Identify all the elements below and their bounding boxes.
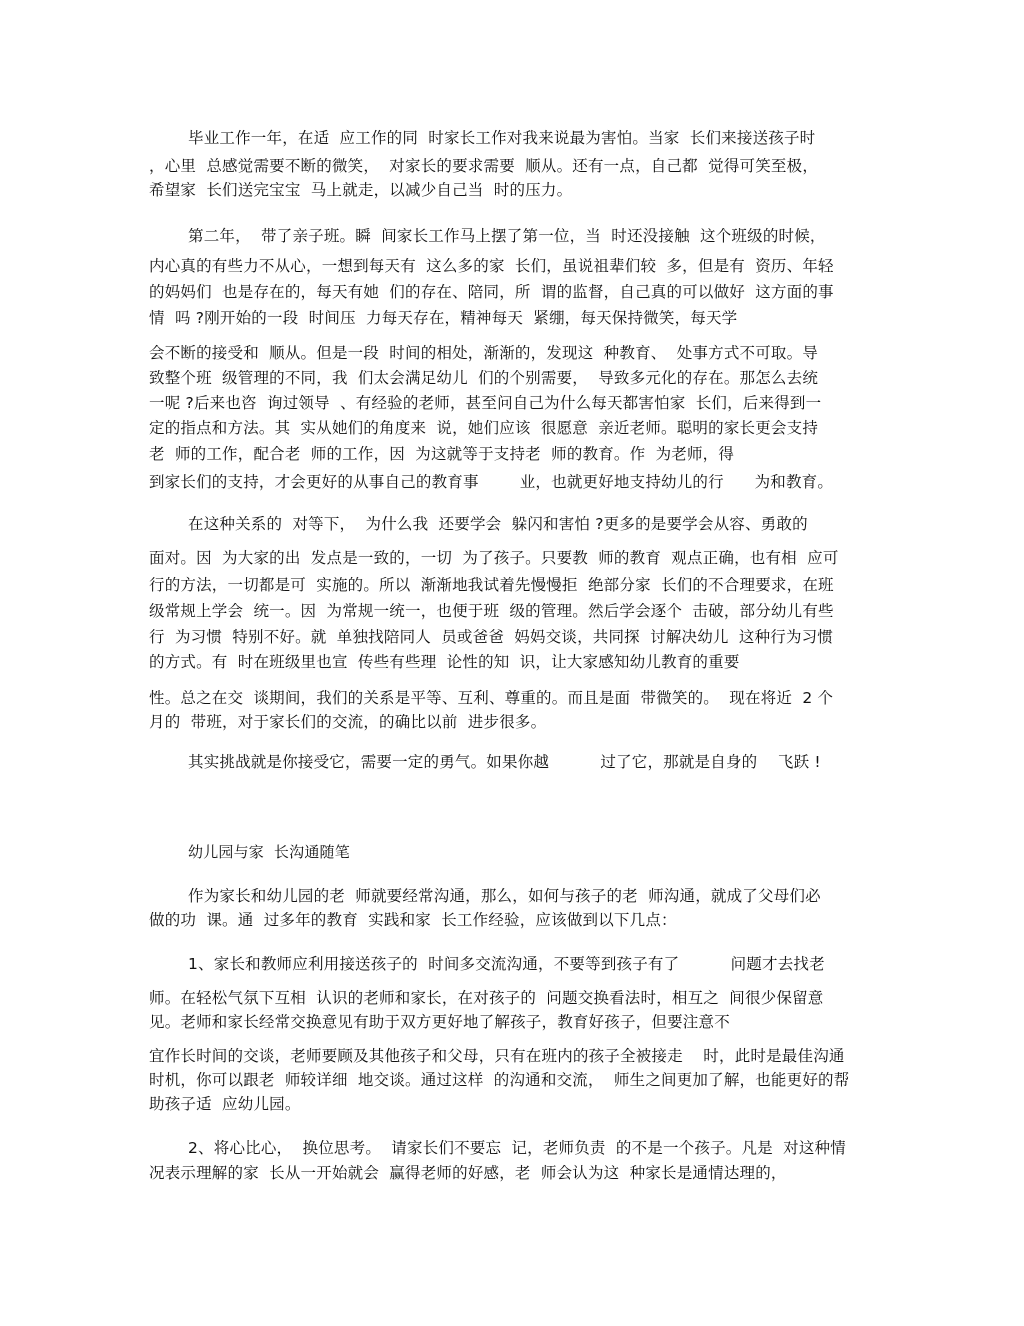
paragraph-line: 1、家长和教师应利用接送孩子的 时间多交流沟通，不要等到孩子有了 问题才去找老 bbox=[188, 955, 825, 973]
paragraph-line: 会不断的接受和 顺从。但是一段 时间的相处，渐渐的，发现这 种教育、 处事方式不可取。导 bbox=[149, 344, 819, 362]
paragraph-line: 级常规上学会 统一。因 为常规一统一，也便于班 级的管理。然后学会逐个 击破，部分幼儿有些 bbox=[149, 602, 834, 620]
paragraph-line: 其实挑战就是你接受它，需要一定的勇气。如果你越 过了它，那就是自身的 飞跃 ! bbox=[188, 753, 821, 771]
paragraph-line: ，心里 总感觉需要不断的微笑， 对家长的要求需要 顺从。还有一点，自己都 觉得可笑至极， bbox=[149, 157, 819, 175]
paragraph-line: 的妈妈们 也是存在的，每天有她 们的存在、陪同，所 谓的监督，自己真的可以做好 这方面的事 bbox=[149, 283, 834, 301]
paragraph-line: 时机，你可以跟老 师较详细 地交谈。通过这样 的沟通和交流， 师生之间更加了解，也能更好的帮 bbox=[149, 1071, 850, 1089]
paragraph-line: 毕业工作一年，在适 应工作的同 时家长工作对我来说最为害怕。当家 长们来接送孩子时 bbox=[188, 129, 816, 147]
paragraph-line: 行 为习惯 特别不好。就 单独找陪同人 员或爸爸 妈妈交谈，共同探 讨解决幼儿 这种行为习惯 bbox=[149, 628, 834, 646]
paragraph-line: 情 吗 ?刚开始的一段 时间压 力每天存在，精神每天 紧绷，每天保持微笑，每天学 bbox=[149, 309, 738, 327]
paragraph-line: 行的方法，一切都是可 实施的。所以 渐渐地我试着先慢慢拒 绝部分家 长们的不合理要求，在班 bbox=[149, 576, 834, 594]
paragraph-line: 的方式。有 时在班级里也宣 传些有些理 论性的知 识，让大家感知幼儿教育的重要 bbox=[149, 653, 740, 671]
paragraph-line: 内心真的有些力不从心，一想到每天有 这么多的家 长们，虽说祖辈们较 多，但是有 资历、年轻 bbox=[149, 257, 834, 275]
paragraph-line: 定的指点和方法。其 实从她们的角度来 说，她们应该 很愿意 亲近老师。聪明的家长更会支持 bbox=[149, 419, 819, 437]
paragraph-line: 助孩子适 应幼儿园。 bbox=[149, 1095, 301, 1113]
paragraph-line: 宜作长时间的交谈，老师要顾及其他孩子和父母，只有在班内的孩子全被接走 时，此时是最佳沟通 bbox=[149, 1047, 845, 1065]
paragraph-line: 况表示理解的家 长从一开始就会 赢得老师的好感，老 师会认为这 种家长是通情达理的， bbox=[149, 1164, 787, 1182]
paragraph-line: 致整个班 级管理的不同，我 们太会满足幼儿 们的个别需要， 导致多元化的存在。那怎么去统 bbox=[149, 369, 819, 387]
paragraph-line: 性。总之在交 谈期间，我们的关系是平等、互利、尊重的。而且是面 带微笑的。 现在将近 2 个 bbox=[149, 689, 834, 707]
paragraph-line: 一呢 ?后来也咨 询过领导 、有经验的老师，甚至问自己为什么每天都害怕家 长们，后来得到一 bbox=[149, 394, 822, 412]
paragraph-line: 见。老师和家长经常交换意见有助于双方更好地了解孩子，教育好孩子，但要注意不 bbox=[149, 1013, 730, 1031]
paragraph-line: 作为家长和幼儿园的老 师就要经常沟通，那么，如何与孩子的老 师沟通，就成了父母们必 bbox=[188, 887, 821, 905]
paragraph-line: 在这种关系的 对等下， 为什么我 还要学会 躲闪和害怕 ?更多的是要学会从容、勇敢的 bbox=[188, 515, 808, 533]
paragraph-line: 师。在轻松气氛下互相 认识的老师和家长，在对孩子的 问题交换看法时，相互之 间很少保留意 bbox=[149, 989, 824, 1007]
paragraph-line: 做的功 课。通 过多年的教育 实践和家 长工作经验，应该做到以下几点： bbox=[149, 911, 677, 929]
paragraph-line: 面对。因 为大家的出 发点是一致的，一切 为了孩子。只要教 师的教育 观点正确，也有相 应可 bbox=[149, 549, 839, 567]
paragraph-line: 月的 带班，对于家长们的交流，的确比以前 进步很多。 bbox=[149, 713, 547, 731]
paragraph-line: 第二年， 带了亲子班。瞬 间家长工作马上摆了第一位，当 时还没接触 这个班级的时候， bbox=[188, 227, 826, 245]
section-heading: 幼儿园与家 长沟通随笔 bbox=[188, 843, 350, 861]
paragraph-line: 希望家 长们送完宝宝 马上就走，以减少自己当 时的压力。 bbox=[149, 181, 573, 199]
paragraph-line: 老 师的工作，配合老 师的工作，因 为这就等于支持老 师的教育。作 为老师，得 bbox=[149, 445, 735, 463]
paragraph-line: 2、将心比心， 换位思考。 请家长们不要忘 记，老师负责 的不是一个孩子。凡是 对这种情 bbox=[188, 1139, 846, 1157]
paragraph-line: 到家长们的支持，才会更好的从事自己的教育事 业，也就更好地支持幼儿的行 为和教育。 bbox=[149, 473, 834, 491]
